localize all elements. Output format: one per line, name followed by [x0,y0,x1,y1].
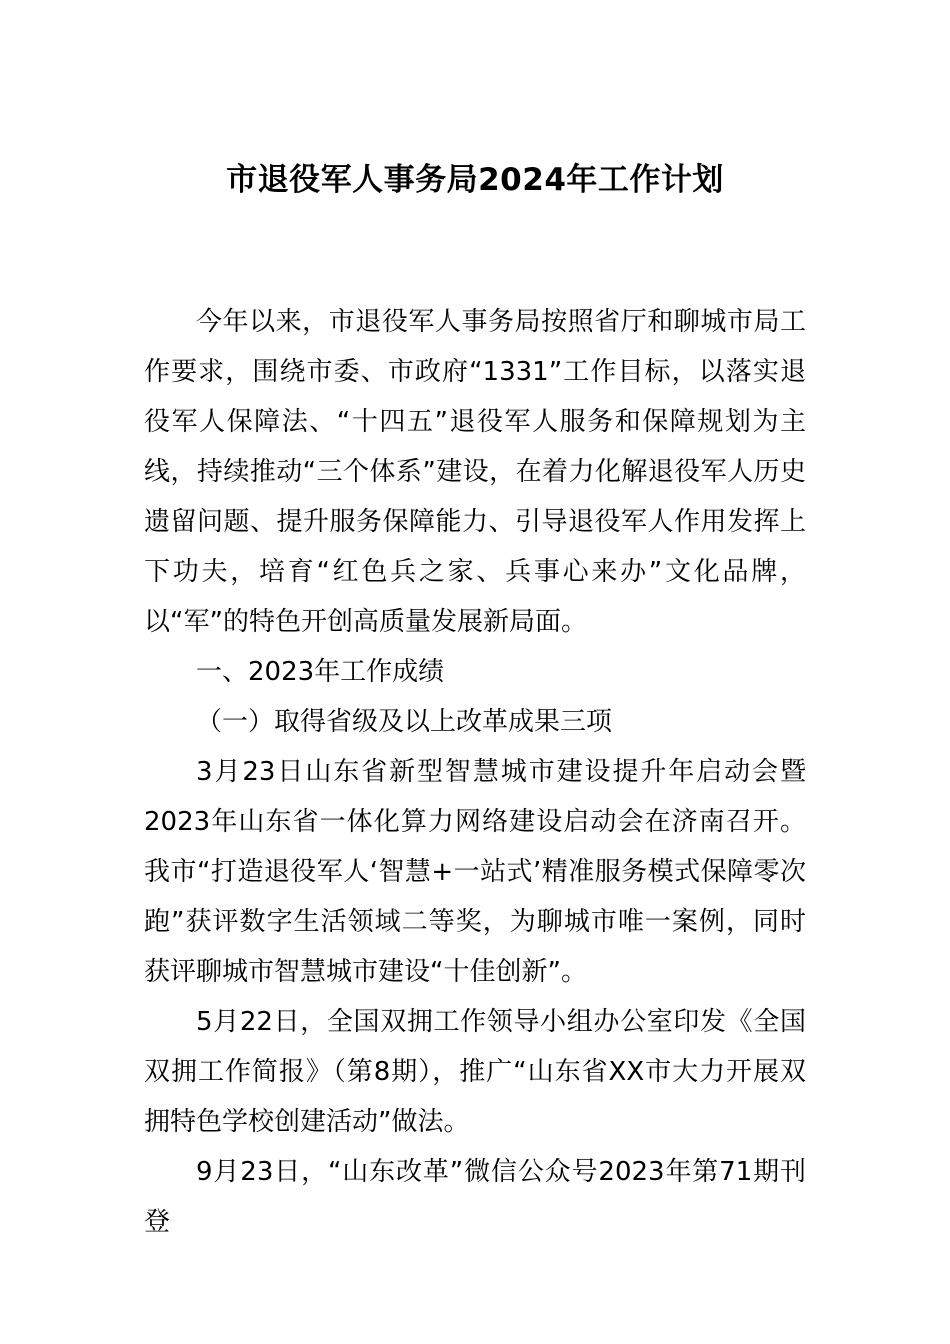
body-paragraph: 5月22日，全国双拥工作领导小组办公室印发《全国双拥工作简报》（第8期），推广“山东省XX市大力开展双拥特色学校创建活动”做法。 [144,1007,806,1137]
subsection-heading: （一）取得省级及以上改革成果三项 [196,707,613,737]
body-paragraph: 9月23日，“山东改革”微信公众号2023年第71期刊登 [144,1157,806,1237]
document-body [144,297,806,1247]
body-paragraph: 3月23日山东省新型智慧城市建设提升年启动会暨2023年山东省一体化算力网络建设启动会在济南召开。我市“打造退役军人‘智慧+一站式’精准服务模式保障零次跑”获评数字生活领域二等奖，为聊城市唯一案例，同时获评聊城市智慧城市建设“十佳创新”。 [144,757,806,987]
intro-paragraph: 今年以来，市退役军人事务局按照省厅和聊城市局工作要求，围绕市委、市政府“1331”工作目标，以落实退役军人保障法、“十四五”退役军人服务和保障规划为主线，持续推动“三个体系”建设，在着力化解退役军人历史遗留问题、提升服务保障能力、引导退役军人作用发挥上下功夫，培育“红色兵之家、兵事心来办”文化品牌，以“军”的特色开创高质量发展新局面。 [144,307,806,637]
document-title: 市退役军人事务局2024年工作计划 [226,162,724,198]
section-heading: 一、2023年工作成绩 [196,657,445,687]
